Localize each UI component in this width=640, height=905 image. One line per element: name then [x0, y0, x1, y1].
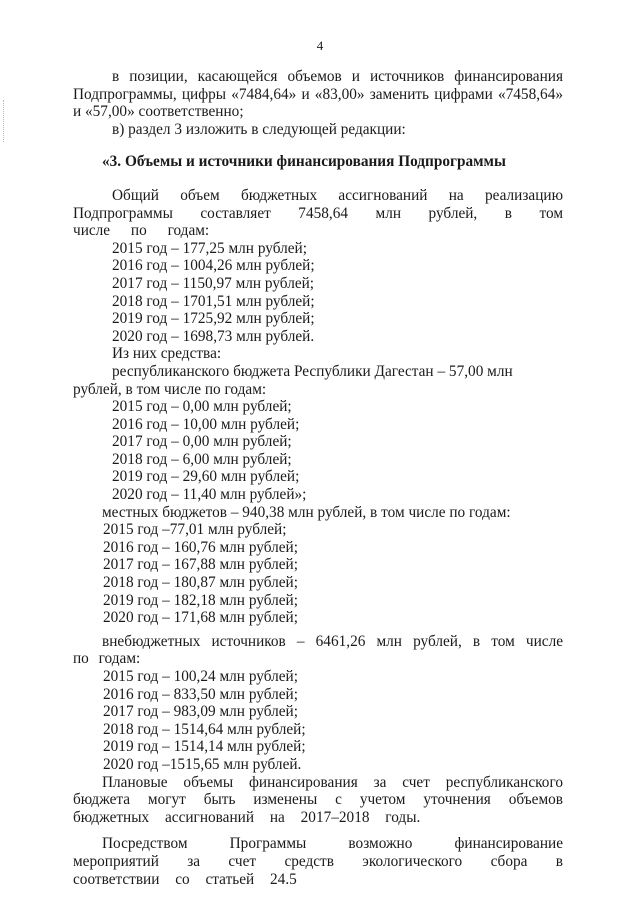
- republic-year-2016: 2016 год – 10,00 млн рублей;: [112, 415, 300, 433]
- extrabudget-year-2019: 2019 год – 1514,14 млн рублей;: [103, 738, 306, 756]
- total-year-2016: 2016 год – 1004,26 млн рублей;: [112, 257, 315, 275]
- extrabudget-year-2015: 2015 год – 100,24 млн рублей;: [103, 668, 298, 685]
- section-title: «3. Объемы и источники финансирования Подпрограммы: [102, 153, 506, 171]
- document-body: [73, 68, 563, 888]
- local-year-2018: 2018 год – 180,87 млн рублей;: [103, 574, 298, 592]
- total-year-2017: 2017 год – 1150,97 млн рублей;: [112, 274, 315, 292]
- planned-funding-paragraph: Плановые объемы финансирования за счет республиканского бюджета могут быть изменены с учетом уточнения объемов бюджетных ассигнований на 2017–2018 годы.: [73, 773, 563, 826]
- item-b-paragraph: в позиции, касающейся объемов и источников финансирования Подпрограммы, цифры «7484,64» и «83,00» заменить цифрами «7458,64» и «57,00» соответственно;: [73, 68, 563, 121]
- local-year-2019: 2019 год – 182,18 млн рублей;: [103, 591, 298, 609]
- local-year-2016: 2016 год – 160,76 млн рублей;: [103, 538, 298, 556]
- local-year-2020: 2020 год – 171,68 млн рублей;: [103, 609, 298, 627]
- republic-year-2019: 2019 год – 29,60 млн рублей;: [112, 468, 300, 486]
- total-year-2020: 2020 год – 1698,73 млн рублей.: [112, 327, 315, 345]
- republic-year-2020: 2020 год – 11,40 млн рублей»;: [112, 486, 307, 504]
- total-year-2019: 2019 год – 1725,92 млн рублей;: [112, 310, 315, 328]
- local-year-2017: 2017 год – 167,88 млн рублей;: [103, 556, 298, 574]
- of-them-line: Из них средства:: [112, 345, 222, 363]
- extrabudget-year-2017: 2017 год – 983,09 млн рублей;: [103, 703, 298, 721]
- scan-edge-marks: [3, 100, 6, 142]
- page-number: 4: [316, 38, 324, 53]
- total-year-2015: 2015 год – 177,25 млн рублей;: [112, 239, 307, 257]
- republic-paragraph: республиканского бюджета Республики Дагестан – 57,00 млн рублей, в том числе по годам:: [73, 362, 513, 398]
- extrabudget-year-2018: 2018 год – 1514,64 млн рублей;: [103, 720, 306, 738]
- extrabudget-year-2016: 2016 год – 833,50 млн рублей;: [103, 685, 298, 703]
- extrabudget-year-2020: 2020 год –1515,65 млн рублей.: [103, 755, 302, 773]
- republic-year-2017: 2017 год – 0,00 млн рублей;: [112, 433, 292, 451]
- extrabudget-paragraph: внебюджетных источников – 6461,26 млн рублей, в том числе по годам:: [73, 632, 563, 668]
- eco-fee-paragraph: Посредством Программы возможно финансирование мероприятий за счет средств экологического сбора в соответствии со статьей 24.5: [73, 835, 563, 888]
- republic-year-2018: 2018 год – 6,00 млн рублей;: [112, 450, 292, 468]
- item-v-line: в) раздел 3 изложить в следующей редакции:: [112, 120, 406, 138]
- local-paragraph: местных бюджетов – 940,38 млн рублей, в том числе по годам:: [102, 503, 511, 521]
- total-paragraph: Общий объем бюджетных ассигнований на реализацию Подпрограммы составляет 7458,64 млн рублей, в том числе по годам:: [73, 186, 563, 240]
- republic-year-2015: 2015 год – 0,00 млн рублей;: [112, 398, 292, 416]
- total-year-2018: 2018 год – 1701,51 млн рублей;: [112, 292, 315, 310]
- local-year-2015: 2015 год –77,01 млн рублей;: [103, 521, 287, 539]
